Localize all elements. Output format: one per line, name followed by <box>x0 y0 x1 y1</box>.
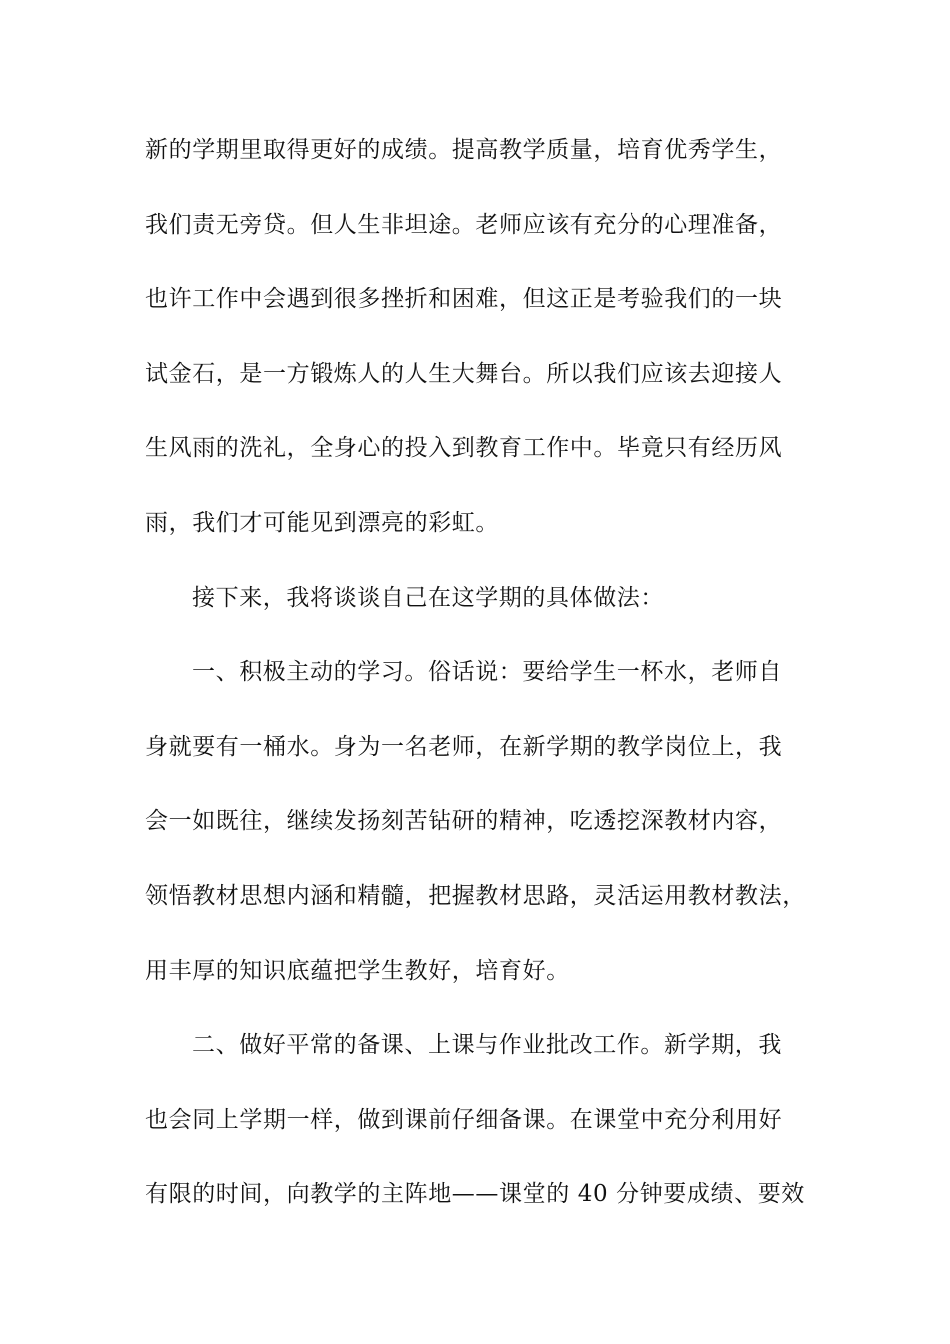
document-body <box>145 128 825 1247</box>
text-line: 雨，我们才可能见到漂亮的彩虹。 <box>145 509 499 536</box>
text-line: 也会同上学期一样，做到课前仔细备课。在课堂中充分利用好 <box>145 1106 783 1133</box>
text-line: 生风雨的洗礼，全身心的投入到教育工作中。毕竟只有经历风 <box>145 435 783 462</box>
text-line: 身就要有一桶水。身为一名老师，在新学期的教学岗位上，我 <box>145 733 783 760</box>
text-line: 领悟教材思想内涵和精髓，把握教材思路，灵活运用教材教法， <box>145 882 806 909</box>
text-line: 会一如既往，继续发扬刻苦钻研的精神，吃透挖深教材内容， <box>145 808 783 835</box>
paragraph-first-line: 接下来，我将谈谈自己在这学期的具体做法： <box>192 584 664 611</box>
text-line: 也许工作中会遇到很多挫折和困难，但这正是考验我们的一块 <box>145 286 783 313</box>
paragraph-first-line: 一、积极主动的学习。俗话说：要给学生一杯水，老师自 <box>192 659 782 686</box>
text-line: 我们责无旁贷。但人生非坦途。老师应该有充分的心理准备， <box>145 211 783 238</box>
text-line: 用丰厚的知识底蕴把学生教好，培育好。 <box>145 957 570 984</box>
text-line: 有限的时间，向教学的主阵地——课堂的 40 分钟要成绩、要效 <box>145 1181 805 1208</box>
text-line: 试金石，是一方锻炼人的人生大舞台。所以我们应该去迎接人 <box>145 360 783 387</box>
text-line: 新的学期里取得更好的成绩。提高教学质量，培育优秀学生， <box>145 137 783 163</box>
paragraph-first-line: 二、做好平常的备课、上课与作业批改工作。新学期，我 <box>192 1032 782 1059</box>
